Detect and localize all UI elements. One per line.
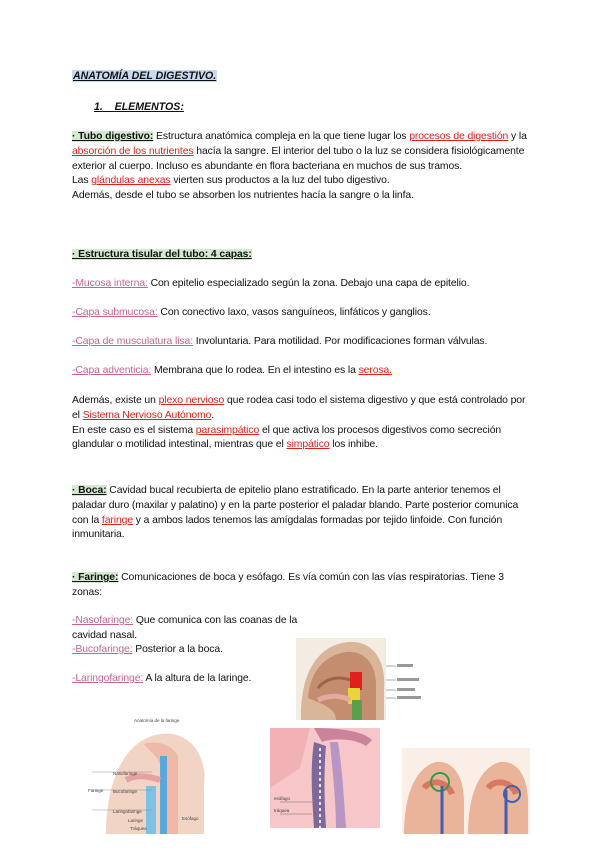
label-anatomia-faringe: Anatomía de la faringe [134,718,180,723]
label-esofago-fig3: esófago [274,796,291,801]
section-label: ELEMENTOS: [114,101,184,113]
zone-name-link[interactable]: -Laringofaringe: [72,673,144,684]
text: hacía la sangre. El interior del tubo o la luz se considera fisiológicamente exterior al cuerpo. Incluso es abundante en flora bacteriana en muchos de sus tramos. [72,145,525,172]
zone-name-link[interactable]: -Bucofaringe: [72,644,133,655]
paragraph-faringe [72,571,532,601]
text: Además, desde el tubo se absorben los nutrientes hacía la sangre o la linfa. [72,190,414,202]
capa-text: Involuntaria. Para motilidad. Por modificaciones forman válvulas. [193,336,488,347]
label-laringofaringe: Laringofaringe [113,809,142,814]
capa-item [72,335,532,350]
page-title: ANATOMÍA DEL DIGESTIVO. [73,70,217,82]
text: Cavidad bucal recubierta de epitelio plano estratificado. En la parte anterior tenemos el paladar duro (maxilar y palatino) y en la parte posterior el paladar blando. Parte posterior comunica con la [72,485,519,526]
heading-faringe: · Faringe: [72,572,119,583]
heading-boca: · Boca: [72,485,107,496]
text: y a ambos lados tenemos las amígdalas formadas por tejido linfoide. Con función inmunitaria. [72,514,503,541]
label-traquea-fig3: tráquea [274,808,290,813]
paragraph-tubo-digestivo [72,130,532,204]
capa-text: Con epitelio especializado según la zona. Debajo una capa de epitelio. [147,278,470,289]
capa-name-link[interactable]: -Capa de musculatura lisa: [72,336,193,347]
heading-tubo-digestivo: · Tubo digestivo: [72,131,154,142]
section-number: 1. [94,101,103,113]
text: En este caso es el sistema [72,424,196,436]
paragraph-plexo [72,394,532,453]
figure-head-sagittal [296,638,426,720]
figure-head-sagittal-illustration [296,638,426,720]
zone-text: Que comunica con las coanas de la cavidad nasal. [72,615,298,641]
text: los inhibe. [329,439,378,451]
text: Además, existe un [72,395,159,406]
text: que rodea casi todo el sistema digestivo y que está controlado por el [72,395,526,421]
label-faringe: Faringe [88,788,104,793]
text: Estructura anatómica compleja en la que tiene lugar los [153,131,410,142]
text: el que activa los procesos digestivos como secreción glandular o motilidad intestinal, mientras que el [72,424,502,451]
label-laringe: Laringe [128,818,144,823]
text: . [211,409,215,421]
paragraph-boca [72,484,532,543]
figure-deglucion [402,748,530,834]
heading-estructura-tisular [72,248,532,263]
label-esofago: Esófago [182,816,199,821]
capa-name-link[interactable]: -Capa submucosa: [72,307,158,318]
capa-item [72,306,532,321]
figure-anatomia-faringe-illustration [86,716,236,836]
text: Las [72,175,92,187]
link-plexo-nervioso[interactable]: plexo nervioso [158,395,225,406]
zone-item [72,614,322,644]
capa-item [72,364,532,379]
link-faringe[interactable]: faringe [101,514,133,526]
link-simpatico[interactable]: simpático [286,439,330,451]
zone-text: A la altura de la laringe. [143,673,252,684]
label-bucofaringe: Bucofaringe [113,789,138,794]
figure-esofago-traquea [270,728,380,828]
text: Comunicaciones de boca y esófago. Es vía común con las vías respiratorias. Tiene 3 zonas: [72,572,504,598]
link-absorcion-nutrientes[interactable]: absorción de los nutrientes [72,145,194,157]
capa-name-link[interactable]: -Mucosa interna: [72,278,148,289]
section-heading-elementos [94,101,184,113]
link-procesos-digestion[interactable]: procesos de digestión [409,131,509,142]
figure-anatomia-faringe [86,716,236,836]
heading-text: · Estructura tisular del tubo: 4 capas: [72,249,252,260]
text: vierten sus productos a la luz del tubo digestivo. [170,175,390,187]
capa-name-link[interactable]: -Capa adventicia: [72,365,152,376]
link-serosa[interactable]: serosa. [358,365,392,376]
link-parasimpatico[interactable]: parasimpático [195,424,260,436]
capa-item [72,277,532,292]
text: y la [508,131,527,142]
zone-name-link[interactable]: -Nasofaringe: [72,615,134,626]
label-traquea: Tráquea [130,826,147,831]
link-sistema-nervioso-autonomo[interactable]: Sistema Nervioso Autónomo [82,409,212,421]
zone-text: Posterior a la boca. [132,644,223,655]
figure-deglucion-illustration [402,748,530,834]
zone-item [72,672,292,687]
capa-text: Membrana que lo rodea. En el intestino es la [151,365,359,376]
zone-item [72,643,292,658]
label-nasofaringe: Nasofaringe [113,771,138,776]
link-glandulas-anexas[interactable]: glándulas anexas [91,175,171,187]
capa-text: Con conectivo laxo, vasos sanguíneos, linfáticos y ganglios. [157,307,431,318]
figure-esofago-traquea-illustration [270,728,380,828]
